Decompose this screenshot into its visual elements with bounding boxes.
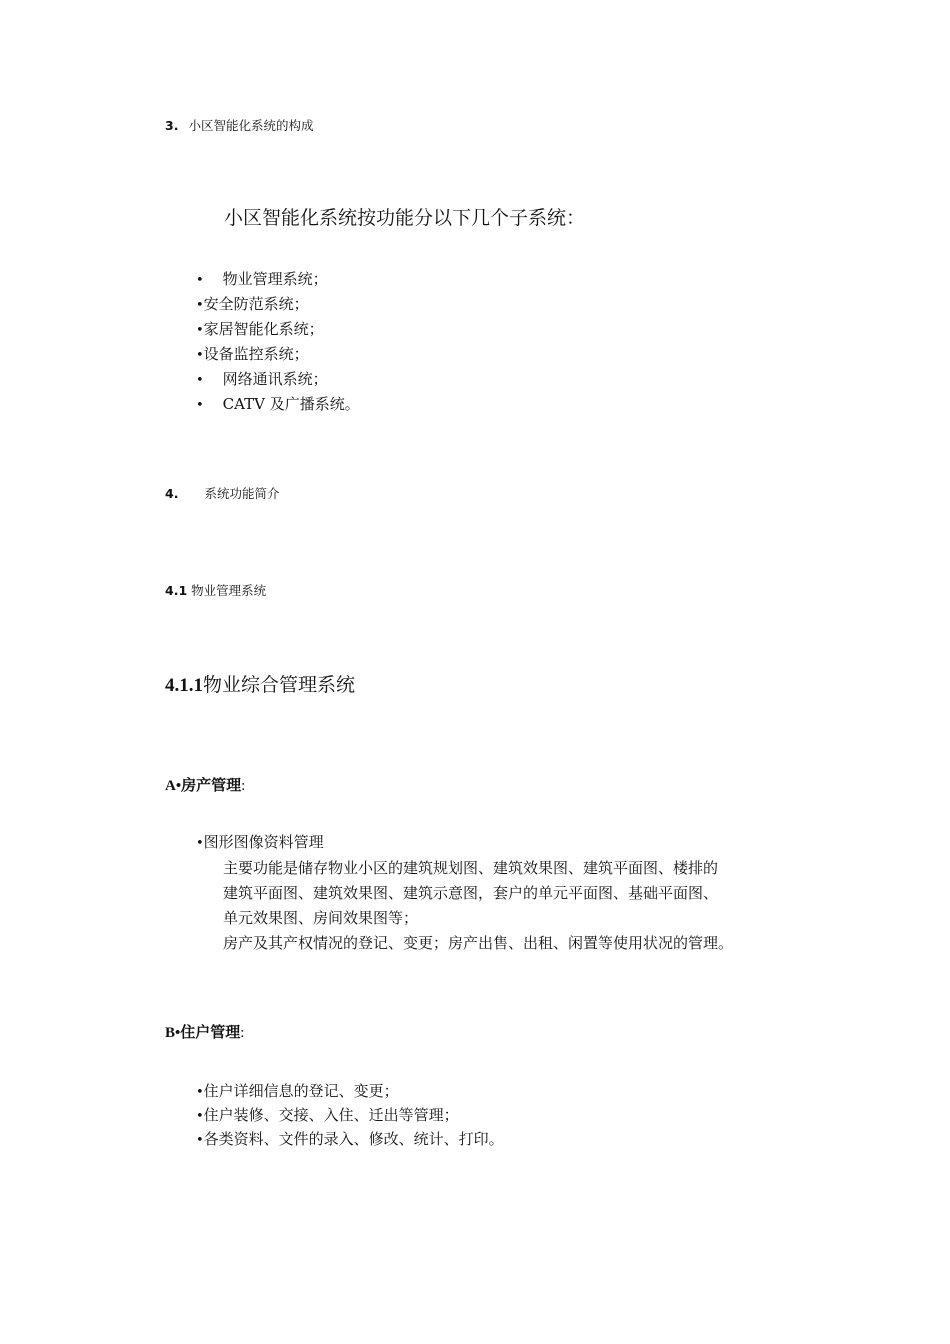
subsystem-list xyxy=(196,268,360,418)
list-item: •设备监控系统； xyxy=(196,345,309,363)
list-item: • 物业管理系统； xyxy=(196,270,328,288)
paragraph-line: 主要功能是储存物业小区的建筑规划图、建筑效果图、建筑平面图、楼排的 xyxy=(223,859,719,877)
bullet-icon: • xyxy=(196,373,204,388)
part-a-item: •图形图像资料管理 xyxy=(196,833,324,851)
list-item: •安全防范系统； xyxy=(196,295,309,313)
section-3-number: 3. xyxy=(165,118,179,133)
paragraph-line: 房产及其产权情况的登记、变更；房产出售、出租、闲置等使用状况的管理。 xyxy=(223,934,734,952)
bullet-icon: • xyxy=(196,1109,204,1124)
part-a-colon: : xyxy=(241,778,246,794)
part-b-heading xyxy=(165,1021,244,1042)
part-a-label: A•房产管理 xyxy=(165,778,242,794)
list-item: •住户详细信息的登记、变更； xyxy=(196,1082,399,1100)
part-b-label: B•住户管理 xyxy=(165,1025,241,1041)
section-3-title: 小区智能化系统的构成 xyxy=(188,118,314,133)
bullet-icon: • xyxy=(196,1133,204,1148)
bullet-icon: • xyxy=(196,273,204,288)
section-4-1-1-heading xyxy=(165,670,355,697)
paragraph-line: 建筑平面图、建筑效果图、建筑示意图，套户的单元平面图、基础平面图、 xyxy=(223,884,719,902)
part-a-heading xyxy=(165,774,245,795)
list-item: •家居智能化系统； xyxy=(196,320,324,338)
bullet-icon: • xyxy=(196,1085,204,1100)
list-item: • CATV 及广播系统。 xyxy=(196,395,360,413)
section-3-heading xyxy=(165,116,313,134)
part-a-description xyxy=(223,856,733,956)
part-b-list xyxy=(196,1080,504,1152)
section-4-1-number: 4.1 xyxy=(165,583,188,598)
bullet-icon: • xyxy=(196,323,204,338)
part-b-colon: : xyxy=(240,1025,245,1041)
section-4-number: 4. xyxy=(165,486,179,501)
section-4-1-heading xyxy=(165,581,266,599)
bullet-icon: • xyxy=(196,298,204,313)
bullet-icon: • xyxy=(196,398,204,413)
section-4-1-1-number: 4.1.1 xyxy=(165,675,203,696)
list-item: •各类资料、文件的录入、修改、统计、打印。 xyxy=(196,1130,504,1148)
bullet-icon: • xyxy=(196,348,204,363)
section-4-heading xyxy=(165,484,279,502)
list-item: • 网络通讯系统； xyxy=(196,370,328,388)
section-4-title: 系统功能简介 xyxy=(204,486,280,501)
section-4-1-1-title: 物业综合管理系统 xyxy=(203,674,356,696)
bullet-icon: • xyxy=(196,836,204,851)
section-4-1-title: 物业管理系统 xyxy=(191,583,267,598)
list-item: •住户装修、交接、入住、迁出等管理； xyxy=(196,1106,459,1124)
paragraph-line: 单元效果图、房间效果图等； xyxy=(223,909,419,927)
intro-text: 小区智能化系统按功能分以下几个子系统： xyxy=(224,207,586,229)
